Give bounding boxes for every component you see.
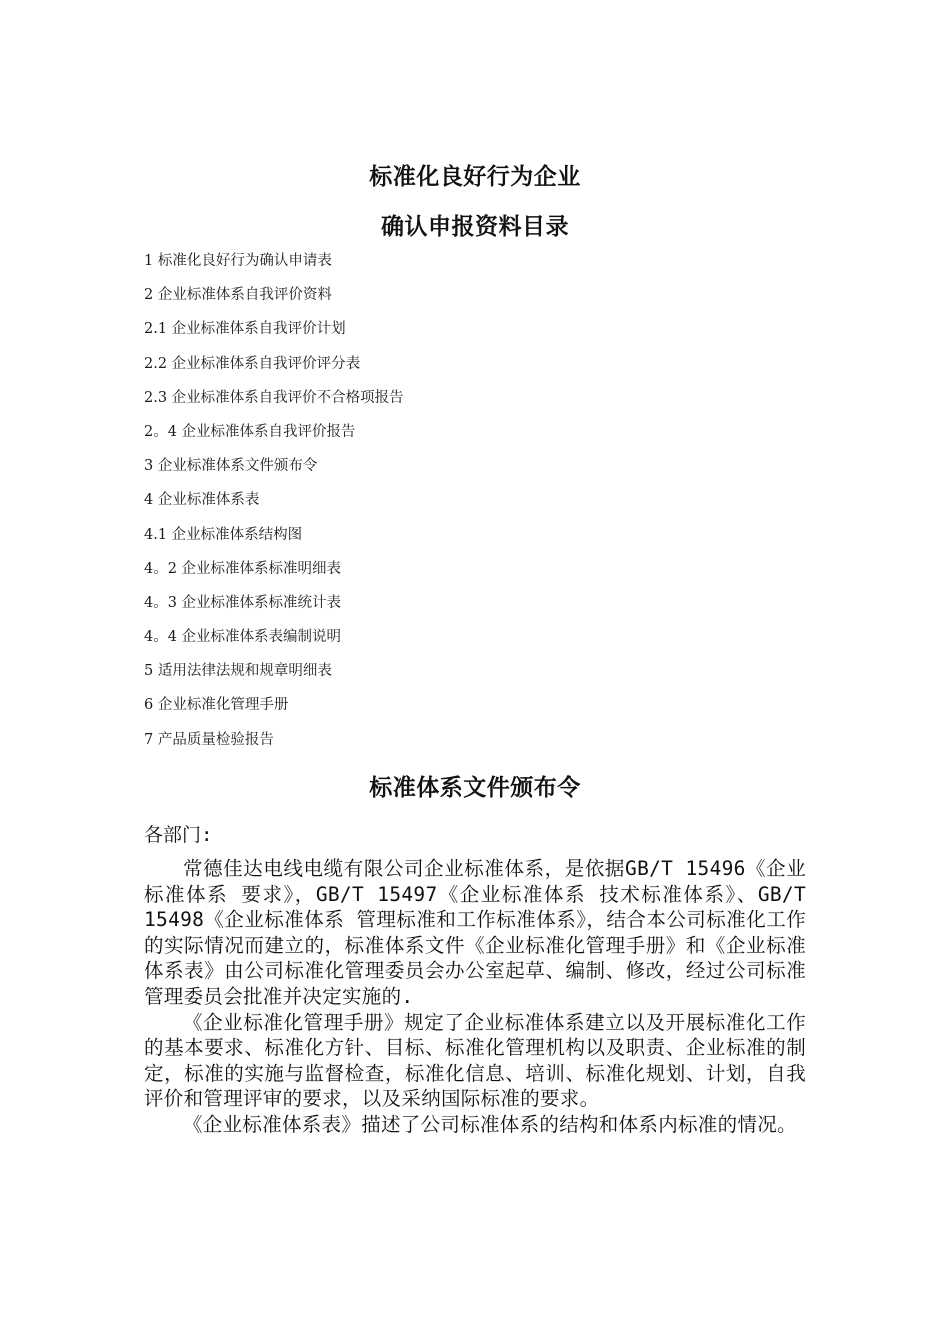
toc-item: 2.3 企业标准体系自我评价不合格项报告 [144,389,404,406]
toc-item: 4。3 企业标准体系标准统计表 [144,594,342,611]
toc-item: 4。4 企业标准体系表编制说明 [144,629,342,646]
toc-item: 2.2 企业标准体系自我评价评分表 [144,355,361,372]
toc-item: 7 产品质量检验报告 [144,731,274,748]
decree-body [144,856,806,1138]
toc-item: 2 企业标准体系自我评价资料 [144,287,332,304]
toc-item: 2。4 企业标准体系自我评价报告 [144,423,356,440]
toc-item: 2.1 企业标准体系自我评价计划 [144,321,346,338]
salutation: 各部门: [144,824,213,846]
toc-item: 3 企业标准体系文件颁布令 [144,458,318,475]
toc-item: 4 企业标准体系表 [144,492,260,509]
toc-item: 5 适用法律法规和规章明细表 [144,663,332,680]
body-paragraph: 《企业标准化管理手册》规定了企业标准体系建立以及开展标准化工作的基本要求、标准化方针、目标、标准化管理机构以及职责、企业标准的制定，标准的实施与监督检查，标准化信息、培训、标准化规划、计划，自我评价和管理评审的要求，以及采纳国际标准的要求。 [144,1010,806,1111]
toc-item: 1 标准化良好行为确认申请表 [144,253,332,269]
toc-item: 6 企业标准化管理手册 [144,697,289,714]
section-title: 标准体系文件颁布令 [369,775,581,801]
document-subtitle: 确认申报资料目录 [381,214,569,240]
body-paragraph: 《企业标准体系表》描述了公司标准体系的结构和体系内标准的情况。 [183,1112,797,1136]
table-of-contents [144,248,804,761]
body-paragraph: 常德佳达电线电缆有限公司企业标准体系，是依据GB/T 15496《企业标准体系 要求》，GB/T 15497《企业标准体系 技术标准体系》、GB/T 15498《企业标准体系 管理标准和工作标准体系》，结合本公司标准化工作的实际情况而建立的，标准体系文件《企业标准化管理手册》和《企业标准体系表》由公司标准化管理委员会办公室起草、编制、修改，经过公司标准管理委员会批准并决定实施的. [144,857,806,1008]
toc-item: 4。2 企业标准体系标准明细表 [144,560,342,577]
document-title: 标准化良好行为企业 [369,164,581,190]
toc-item: 4.1 企业标准体系结构图 [144,526,303,543]
